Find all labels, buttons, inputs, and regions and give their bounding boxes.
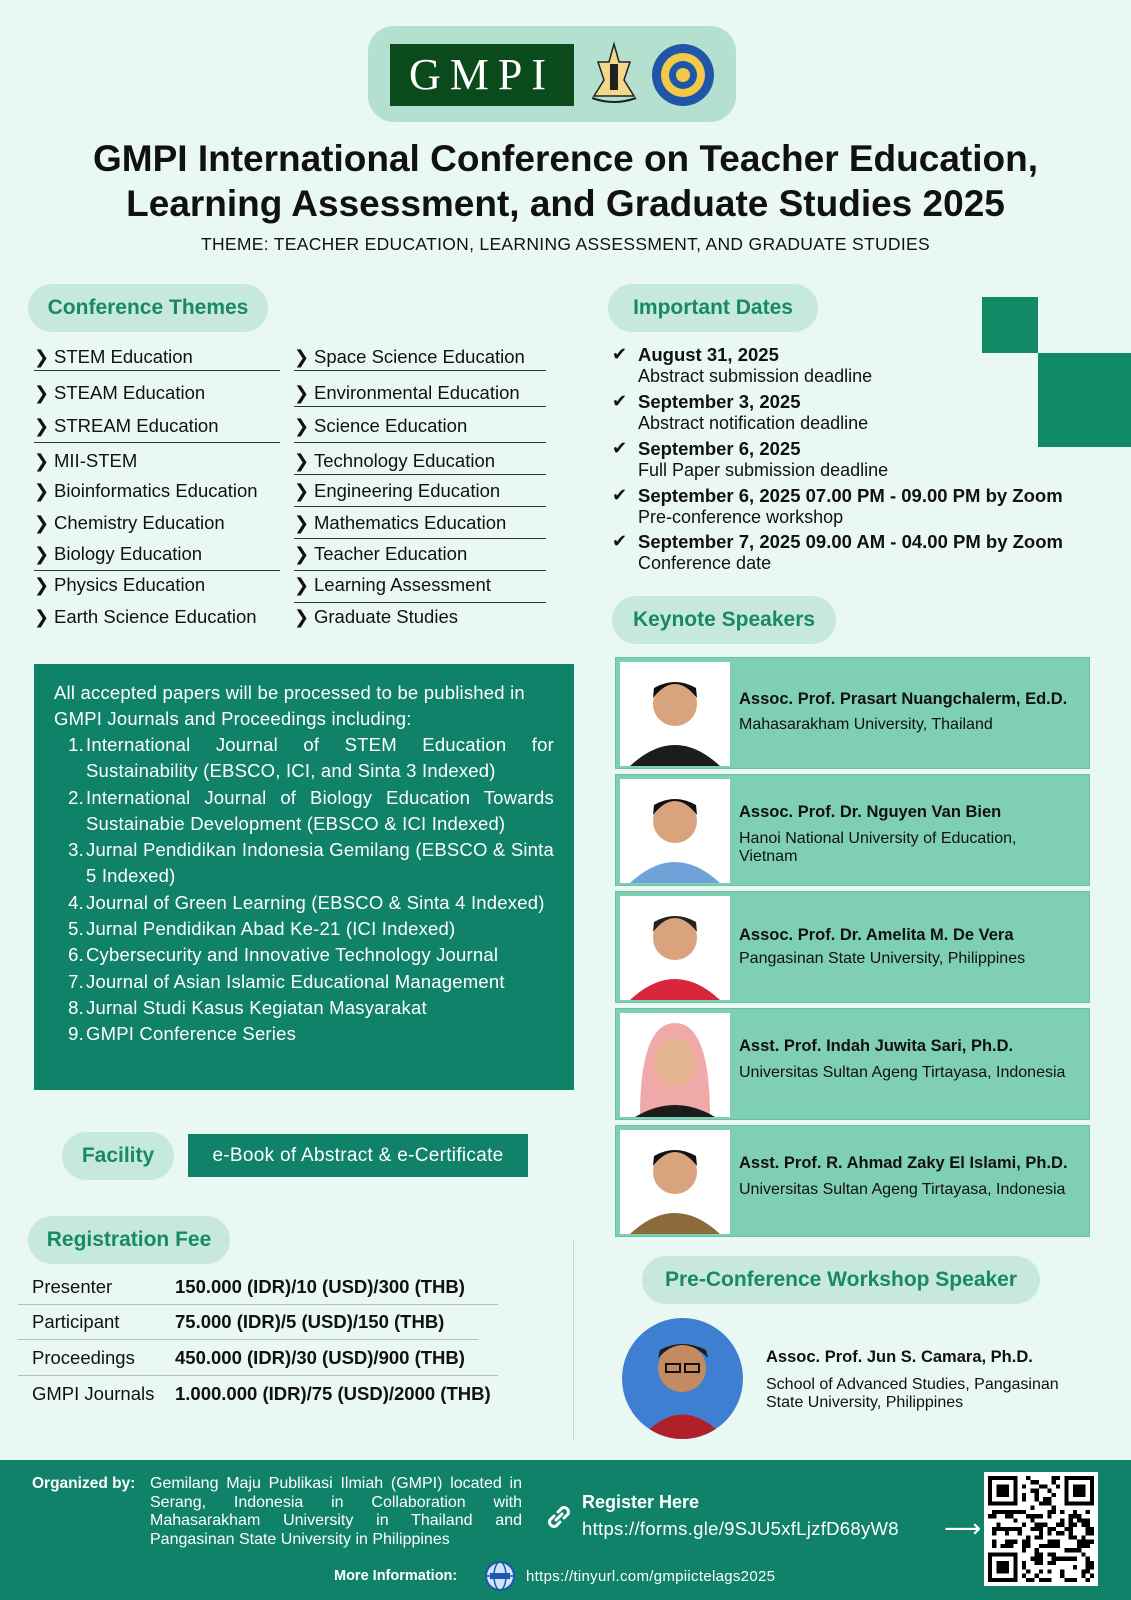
fee-label: Proceedings xyxy=(32,1347,135,1368)
theme-label: Bioinformatics Education xyxy=(54,480,258,501)
check-icon: ✔ xyxy=(612,485,628,505)
publication-title: Jurnal Pendidikan Indonesia Gemilang (EBSCO & Sinta 5 Indexed) xyxy=(86,839,554,887)
facility-heading: Facility xyxy=(62,1132,174,1180)
date-description: Pre-conference workshop xyxy=(638,507,844,527)
fee-row xyxy=(18,1377,538,1411)
chevron-right-icon: ❯ xyxy=(34,606,50,627)
theme-item xyxy=(294,446,495,476)
theme-item xyxy=(294,342,525,372)
theme-label: Technology Education xyxy=(314,450,496,471)
theme-separator xyxy=(294,506,546,507)
speaker-affiliation: Pangasinan State University, Philippines xyxy=(739,950,1026,967)
publication-title: International Journal of STEM Education for Sustainability (EBSCO, ICI, and Sinta 3 Indexed) xyxy=(86,734,554,782)
publication-title: Jurnal Studi Kasus Kegiatan Masyarakat xyxy=(86,996,427,1018)
workshop-speaker-photo xyxy=(622,1318,743,1439)
date-value: September 6, 2025 xyxy=(638,438,801,459)
chevron-right-icon: ❯ xyxy=(34,512,50,533)
theme-item xyxy=(294,570,491,600)
date-value: August 31, 2025 xyxy=(638,344,779,365)
publication-item xyxy=(54,916,554,942)
publication-item xyxy=(54,1021,554,1047)
publication-title: Journal of Asian Islamic Educational Management xyxy=(86,970,505,992)
theme-item xyxy=(34,411,219,441)
publication-title: Jurnal Pendidikan Abad Ke-21 (ICI Indexed) xyxy=(86,918,456,940)
speaker-name: Assoc. Prof. Dr. Amelita M. De Vera xyxy=(739,926,1014,944)
pangasinan-state-university-seal-icon xyxy=(650,42,716,108)
speaker-name: Assoc. Prof. Prasart Nuangchalerm, Ed.D. xyxy=(739,690,1068,708)
organized-text: Gemilang Maju Publikasi Ilmiah (GMPI) located in Serang, Indonesia in Collaboration with Mahasarakham University in Thailand and Pangasinan State University in Philippines xyxy=(150,1475,522,1548)
speaker-photo xyxy=(620,896,730,1000)
keynote-speaker-card xyxy=(615,1125,1090,1237)
more-info-link[interactable]: https://tinyurl.com/gmpiictelags2025 xyxy=(526,1568,776,1585)
publications-intro: All accepted papers will be processed to be published in GMPI Journals and Proceedings including: xyxy=(54,682,525,729)
theme-separator xyxy=(294,474,546,475)
date-value: September 3, 2025 xyxy=(638,391,801,412)
register-label: Register Here xyxy=(582,1492,700,1512)
theme-item xyxy=(294,539,467,569)
keynote-speaker-card xyxy=(615,657,1090,769)
theme-item xyxy=(34,602,257,632)
publication-number: 9. xyxy=(68,1023,84,1045)
chevron-right-icon: ❯ xyxy=(34,415,50,436)
mahasarakham-university-seal-icon xyxy=(586,40,642,108)
check-icon: ✔ xyxy=(612,391,628,411)
speaker-affiliation: Universitas Sultan Ageng Tirtayasa, Indonesia xyxy=(739,1064,1066,1081)
facility-value: e-Book of Abstract & e-Certificate xyxy=(188,1134,528,1177)
chevron-right-icon: ❯ xyxy=(34,450,50,471)
registration-fee-heading: Registration Fee xyxy=(28,1216,230,1264)
theme-item xyxy=(34,342,193,372)
theme-label: Mathematics Education xyxy=(314,512,507,533)
chevron-right-icon: ❯ xyxy=(294,512,310,533)
publications-box xyxy=(34,664,574,1090)
publication-item xyxy=(54,942,554,968)
workshop-speaker-affiliation: School of Advanced Studies, Pangasinan State University, Philippines xyxy=(766,1376,1059,1411)
chevron-right-icon: ❯ xyxy=(294,480,310,501)
publication-number: 5. xyxy=(68,918,84,940)
theme-item xyxy=(34,570,205,600)
publication-item xyxy=(54,890,554,916)
fee-label: GMPI Journals xyxy=(32,1383,155,1404)
speaker-name: Asst. Prof. R. Ahmad Zaky El Islami, Ph.D. xyxy=(739,1154,1068,1172)
check-icon: ✔ xyxy=(612,344,628,364)
chevron-right-icon: ❯ xyxy=(34,574,50,595)
fee-row xyxy=(18,1270,538,1304)
date-item xyxy=(612,485,1112,529)
chevron-right-icon: ❯ xyxy=(294,415,310,436)
publication-title: GMPI Conference Series xyxy=(86,1023,297,1045)
gmpi-logo: GMPI xyxy=(390,44,574,106)
publication-item xyxy=(54,837,554,890)
theme-item xyxy=(294,378,520,408)
publication-item xyxy=(54,969,554,995)
check-icon: ✔ xyxy=(612,531,628,551)
theme-label: Teacher Education xyxy=(314,543,468,564)
theme-item xyxy=(34,446,137,476)
publication-number: 1. xyxy=(68,734,84,755)
theme-label: Learning Assessment xyxy=(314,574,491,595)
chevron-right-icon: ❯ xyxy=(294,606,310,627)
fee-label: Presenter xyxy=(32,1276,113,1297)
divider xyxy=(573,1240,574,1440)
organized-label: Organized by: xyxy=(32,1475,136,1492)
publication-title: Cybersecurity and Innovative Technology Journal xyxy=(86,944,499,966)
publication-item xyxy=(54,732,554,785)
keynote-speakers-heading: Keynote Speakers xyxy=(612,596,836,644)
speaker-affiliation: Hanoi National University of Education, Vietnam xyxy=(739,830,1017,865)
theme-item xyxy=(34,476,258,506)
date-item xyxy=(612,344,1112,388)
theme-label: Environmental Education xyxy=(314,382,520,403)
speaker-affiliation: Mahasarakham University, Thailand xyxy=(739,716,993,733)
theme-label: Biology Education xyxy=(54,543,203,564)
workshop-speaker-heading: Pre-Conference Workshop Speaker xyxy=(642,1256,1040,1304)
more-info-label: More Information: xyxy=(334,1568,458,1584)
chevron-right-icon: ❯ xyxy=(294,574,310,595)
workshop-speaker-name: Assoc. Prof. Jun S. Camara, Ph.D. xyxy=(766,1348,1033,1366)
arrow-right-icon: ⟶ xyxy=(944,1513,982,1543)
speaker-photo xyxy=(620,1130,730,1234)
theme-label: STREAM Education xyxy=(54,415,219,436)
date-value: September 7, 2025 09.00 AM - 04.00 PM by Zoom xyxy=(638,531,1063,552)
theme-separator xyxy=(294,570,546,571)
date-description: Abstract submission deadline xyxy=(638,366,873,386)
important-dates-heading: Important Dates xyxy=(608,284,818,332)
date-description: Abstract notification deadline xyxy=(638,413,869,433)
theme-label: Physics Education xyxy=(54,574,206,595)
speaker-photo xyxy=(620,662,730,766)
theme-item xyxy=(294,602,458,632)
theme-label: STEAM Education xyxy=(54,382,206,403)
publication-number: 6. xyxy=(68,944,84,966)
speaker-photo xyxy=(620,779,730,883)
chevron-right-icon: ❯ xyxy=(34,346,50,367)
theme-label: Chemistry Education xyxy=(54,512,225,533)
fee-separator xyxy=(18,1375,498,1376)
date-description: Full Paper submission deadline xyxy=(638,460,889,480)
keynote-speaker-card xyxy=(615,774,1090,886)
theme-label: MII-STEM xyxy=(54,450,138,471)
theme-separator xyxy=(294,370,546,371)
theme-separator xyxy=(294,538,546,539)
speaker-photo xyxy=(620,1013,730,1117)
publication-item xyxy=(54,785,554,838)
globe-icon xyxy=(484,1560,516,1592)
title-line-2: Learning Assessment, and Graduate Studies 2025 xyxy=(126,183,1005,224)
theme-separator xyxy=(34,442,280,443)
fee-value: 150.000 (IDR)/10 (USD)/300 (THB) xyxy=(175,1276,465,1297)
theme-label: Graduate Studies xyxy=(314,606,458,627)
theme-item xyxy=(34,508,225,538)
publication-title: Journal of Green Learning (EBSCO & Sinta 4 Indexed) xyxy=(86,891,545,913)
theme-separator xyxy=(294,442,546,443)
speaker-name: Assoc. Prof. Dr. Nguyen Van Bien xyxy=(739,803,1002,821)
qr-code[interactable] xyxy=(984,1472,1098,1586)
fee-value: 1.000.000 (IDR)/75 (USD)/2000 (THB) xyxy=(175,1383,491,1404)
publication-number: 2. xyxy=(68,786,84,808)
keynote-speaker-card xyxy=(615,1008,1090,1120)
page-title xyxy=(0,136,1131,226)
fee-value: 75.000 (IDR)/5 (USD)/150 (THB) xyxy=(175,1311,445,1332)
fee-value: 450.000 (IDR)/30 (USD)/900 (THB) xyxy=(175,1347,465,1368)
speaker-affiliation: Universitas Sultan Ageng Tirtayasa, Indonesia xyxy=(739,1181,1066,1198)
publication-number: 3. xyxy=(68,839,84,861)
date-description: Conference date xyxy=(638,553,772,573)
chevron-right-icon: ❯ xyxy=(294,382,310,403)
theme-label: STEM Education xyxy=(54,346,193,367)
chevron-right-icon: ❯ xyxy=(294,543,310,564)
publication-title: International Journal of Biology Education Towards Sustainabie Development (EBSCO & ICI Indexed) xyxy=(86,786,554,834)
theme-item xyxy=(294,508,506,538)
chevron-right-icon: ❯ xyxy=(34,480,50,501)
footer xyxy=(0,1460,1131,1600)
publication-number: 4. xyxy=(68,891,84,913)
date-value: September 6, 2025 07.00 PM - 09.00 PM by Zoom xyxy=(638,485,1063,506)
fee-row xyxy=(18,1341,538,1375)
theme-label: Science Education xyxy=(314,415,468,436)
logo-bar xyxy=(368,26,736,122)
check-icon: ✔ xyxy=(612,438,628,458)
keynote-speaker-card xyxy=(615,891,1090,1003)
theme-separator xyxy=(294,406,546,407)
date-item xyxy=(612,438,1112,482)
theme-item xyxy=(294,411,467,441)
fee-separator xyxy=(18,1339,478,1340)
title-line-1: GMPI International Conference on Teacher Education, xyxy=(92,138,1039,179)
chevron-right-icon: ❯ xyxy=(34,382,50,403)
chevron-right-icon: ❯ xyxy=(294,346,310,367)
speaker-name: Asst. Prof. Indah Juwita Sari, Ph.D. xyxy=(739,1037,1014,1055)
link-icon xyxy=(544,1502,574,1532)
publication-number: 7. xyxy=(68,970,84,992)
theme-label: Earth Science Education xyxy=(54,606,257,627)
chevron-right-icon: ❯ xyxy=(294,450,310,471)
fee-row xyxy=(18,1305,538,1339)
date-item xyxy=(612,531,1112,575)
theme-subtitle: THEME: TEACHER EDUCATION, LEARNING ASSESSMENT, AND GRADUATE STUDIES xyxy=(201,234,930,254)
theme-label: Space Science Education xyxy=(314,346,525,367)
theme-separator xyxy=(34,570,280,571)
theme-separator xyxy=(34,370,280,371)
publications-list xyxy=(54,732,554,1048)
date-item xyxy=(612,391,1112,435)
conference-themes-heading: Conference Themes xyxy=(28,284,268,332)
publication-number: 8. xyxy=(68,996,84,1018)
fee-label: Participant xyxy=(32,1311,120,1332)
register-link[interactable]: https://forms.gle/9SJU5xfLjzfD68yW8 xyxy=(582,1518,899,1539)
theme-label: Engineering Education xyxy=(314,480,501,501)
theme-item xyxy=(34,539,202,569)
theme-item xyxy=(34,378,205,408)
publication-item xyxy=(54,995,554,1021)
theme-item xyxy=(294,476,500,506)
theme-separator xyxy=(294,602,546,603)
chevron-right-icon: ❯ xyxy=(34,543,50,564)
